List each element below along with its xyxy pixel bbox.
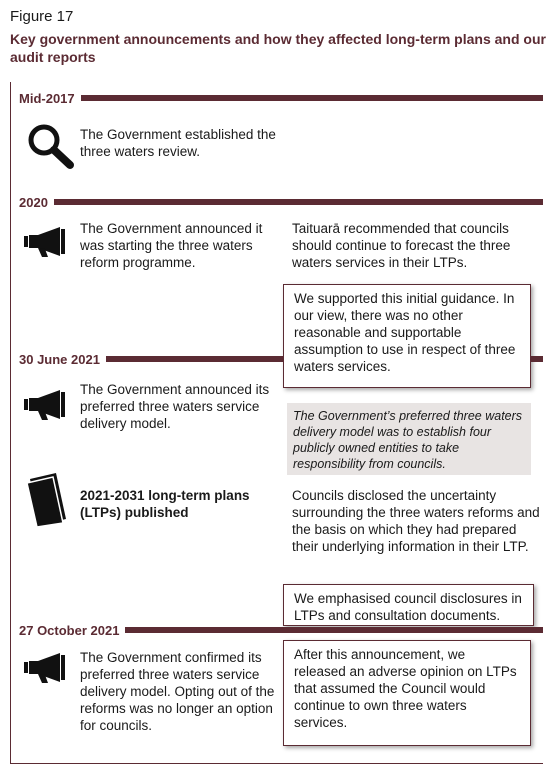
- date-row-mid-2017: [11, 89, 543, 107]
- megaphone-icon: [24, 652, 70, 684]
- megaphone-icon: [24, 389, 70, 421]
- date-bar: [125, 627, 543, 633]
- date-bar-right-stub: [531, 356, 543, 362]
- megaphone-icon: [24, 226, 70, 258]
- event-model: The Government announced its preferred three waters service delivery model.: [80, 382, 270, 431]
- event-ltp: 2021-2031 long-term plans (LTPs) published: [80, 488, 250, 520]
- date-label: 2020: [11, 195, 54, 210]
- event-review: The Government established the three waters review.: [80, 127, 276, 159]
- response-councils-disclosed: Councils disclosed the uncertainty surrounding the three waters reforms and the basis on which they had prepared their underlying information in their LTP.: [292, 488, 540, 554]
- date-label: Mid-2017: [11, 91, 81, 106]
- notebook-icon: [26, 473, 68, 527]
- box-emphasised: We emphasised council disclosures in LTPs and consultation documents.: [283, 584, 534, 626]
- box-supported: We supported this initial guidance. In our view, there was no other reasonable and supportable assumption to use in respect of three waters services.: [283, 284, 531, 388]
- date-row-30-june-2021: [11, 350, 283, 368]
- figure-label: Figure 17: [10, 8, 74, 25]
- note-model: The Government’s preferred three waters delivery model was to establish four publicly owned entities to take responsibility from councils.: [287, 403, 531, 475]
- event-confirmed: The Government confirmed its preferred three waters service delivery model. Opting out of the reforms was no longer an option for councils.: [80, 650, 275, 733]
- figure-title: Key government announcements and how they affected long-term plans and our audit reports: [10, 31, 546, 65]
- box-adverse: After this announcement, we released an adverse opinion on LTPs that assumed the Council would continue to own three waters services.: [283, 640, 531, 746]
- date-row-27-october-2021: [11, 621, 543, 639]
- magnifier-icon: [26, 122, 76, 170]
- event-reform: The Government announced it was starting the three waters reform programme.: [80, 221, 263, 270]
- date-row-2020: [11, 193, 543, 211]
- date-label: 27 October 2021: [11, 623, 125, 638]
- response-taituara: Taituarā recommended that councils should continue to forecast the three waters services in their LTPs.: [292, 221, 511, 270]
- date-label: 30 June 2021: [11, 352, 106, 367]
- date-bar: [106, 356, 283, 362]
- date-bar: [81, 95, 543, 101]
- date-bar: [54, 199, 543, 205]
